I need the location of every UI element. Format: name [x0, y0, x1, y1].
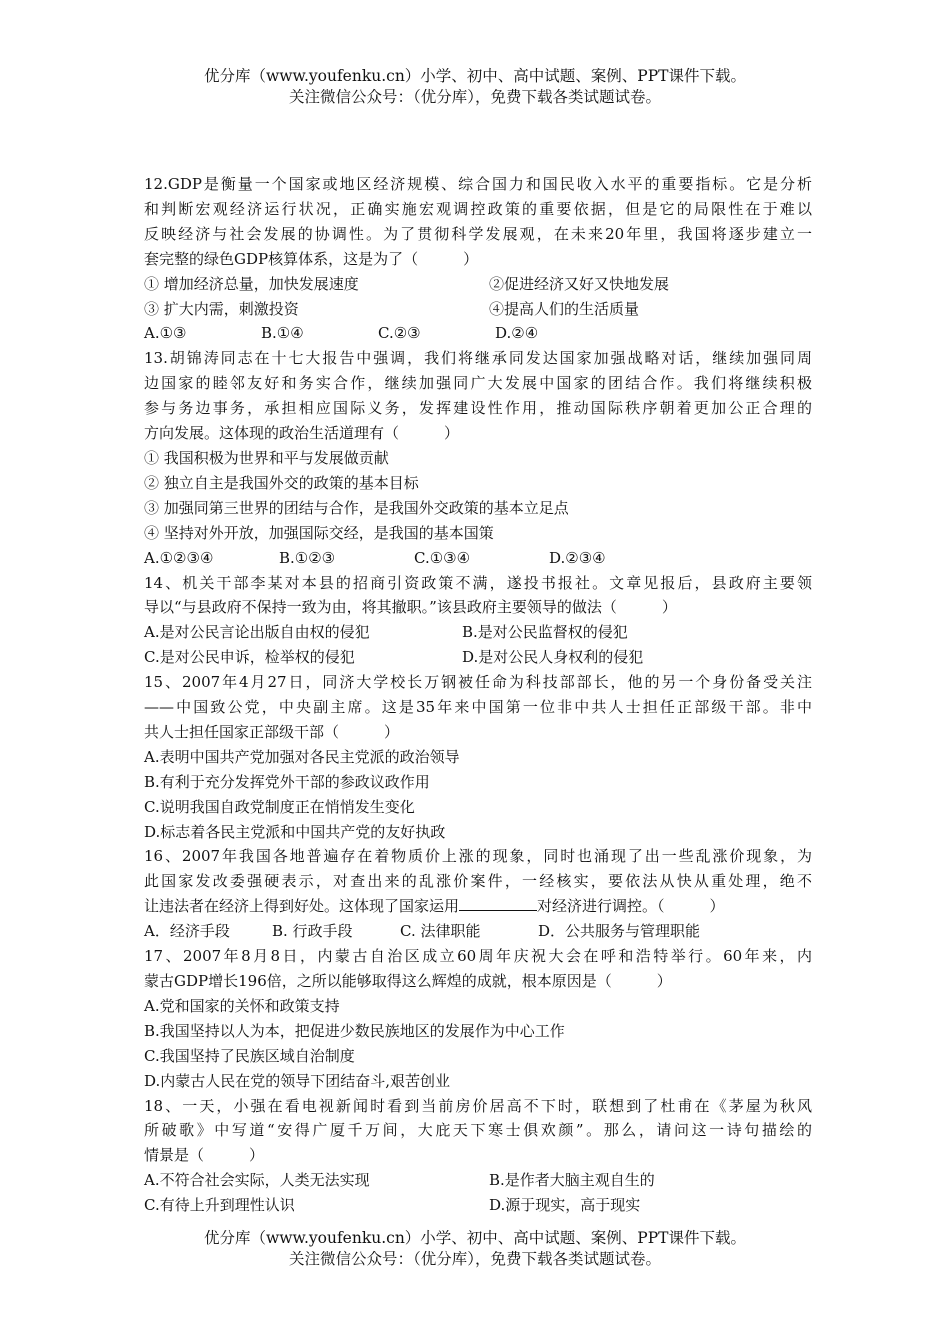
- option-c: C.②③: [378, 324, 421, 343]
- page-header: [0, 66, 950, 108]
- option-a: A.党和国家的关怀和政策支持: [144, 996, 340, 1015]
- question-12: [144, 172, 812, 346]
- page-footer: [0, 1228, 950, 1270]
- question-text-line: 12.GDP是衡量一个国家或地区经济规模、综合国力和国民收入水平的重要指标。它是分析: [144, 175, 812, 193]
- question-text-line: 18、一天，小强在看电视新闻时看到当前房价居高不下时，联想到了杜甫在《茅屋为秋风: [144, 1096, 812, 1115]
- question-text-line: 套完整的绿色GDP核算体系，这是为了（ ）: [144, 249, 479, 268]
- question-13: [144, 346, 812, 570]
- option-b: B.是作者大脑主观自生的: [489, 1171, 655, 1190]
- header-line-2: 关注微信公众号：（优分库），免费下载各类试题试卷。: [288, 88, 661, 106]
- option-b: B. 行政手段: [272, 922, 353, 941]
- question-text-line: 边国家的睦邻友好和务实合作，继续加强同广大发展中国家的团结合作。我们将继续积极: [144, 374, 812, 393]
- options-row: [144, 321, 812, 346]
- option-c: C.有待上升到理性认识: [144, 1196, 295, 1215]
- option-c: C.说明我国自政党制度正在悄悄发生变化: [144, 797, 415, 816]
- question-text-line: 方向发展。这体现的政治生活道理有（ ）: [144, 424, 460, 443]
- option-d: D.内蒙古人民在党的领导下团结奋斗,艰苦创业: [144, 1071, 451, 1090]
- question-text-line: ——中国致公党，中央副主席。这是35年来中国第一位非中共人士担任正部级干部。非中: [144, 698, 812, 717]
- option-d: D.源于现实，高于现实: [489, 1196, 641, 1215]
- question-18: [144, 1094, 812, 1219]
- question-text-line: 情景是（ ）: [144, 1146, 265, 1165]
- statement-row: [144, 272, 812, 297]
- option-b: B.①②③: [279, 548, 336, 567]
- statement-row: [144, 297, 812, 322]
- option-b: B.①④: [261, 324, 304, 343]
- statement-4: ④提高人们的生活质量: [489, 299, 640, 318]
- option-a: A.不符合社会实际，人类无法实现: [144, 1171, 370, 1190]
- question-text-line: 17、2007年8月8日，内蒙古自治区成立60周年庆祝大会在呼和浩特举行。60年来，内: [144, 947, 812, 966]
- option-d: D.②③④: [549, 548, 606, 567]
- question-text-line: 蒙古GDP增长196倍，之所以能够取得这么辉煌的成就，根本原因是（ ）: [144, 972, 672, 990]
- option-d: D.是对公民人身权利的侵犯: [462, 648, 644, 667]
- option-d: D.②④: [495, 324, 539, 343]
- question-text-line: 15、2007年4月27日，同济大学校长万钢被任命为科技部部长，他的另一个身份备受关注: [144, 673, 812, 692]
- option-b: B.是对公民监督权的侵犯: [462, 623, 628, 642]
- option-c: C.我国坚持了民族区域自治制度: [144, 1046, 355, 1065]
- option-c: C.①③④: [414, 548, 471, 567]
- question-text-line: 导以“与县政府不保持一致为由，将其撤职。”该县政府主要领导的做法（ ）: [144, 598, 677, 617]
- question-text-line: 参与务边事务，承担相应国际义务，发挥建设性作用，推动国际秩序朝着更加公正合理的: [144, 399, 812, 418]
- statement-1: ① 增加经济总量，加快发展速度: [144, 274, 359, 293]
- option-c: C. 法律职能: [400, 922, 481, 941]
- question-text-line: 14、机关干部李某对本县的招商引资政策不满，遂投书报社。文章见报后，县政府主要领: [144, 573, 812, 592]
- question-16: [144, 844, 812, 944]
- statement-3: ③ 加强同第三世界的团结与合作，是我国外交政策的基本立足点: [144, 498, 569, 517]
- header-line-1: 优分库（www.youfenku.cn）小学、初中、高中试题、案例、PPT课件下载。: [203, 67, 747, 85]
- question-17: [144, 944, 812, 1093]
- question-text-line: 和判断宏观经济运行状况，正确实施宏观调控政策的重要依据，但是它的局限性在于难以: [144, 199, 812, 218]
- statement-2: ② 独立自主是我国外交的政策的基本目标: [144, 473, 419, 492]
- options-row: [144, 1168, 812, 1193]
- option-b: B.我国坚持以人为本，把促进少数民族地区的发展作为中心工作: [144, 1021, 565, 1040]
- question-15: [144, 670, 812, 844]
- question-14: [144, 571, 812, 671]
- options-row: [144, 546, 812, 571]
- statement-2: ②促进经济又好又快地发展: [489, 274, 670, 293]
- question-text-line: 此国家发改委强硬表示，对查出来的乱涨价案件，一经核实，要依法从快从重处理，绝不: [144, 872, 812, 891]
- question-text-line: 所破歌》中写道“安得广厦千万间，大庇天下寒士俱欢颜”。那么，请问这一诗句描绘的: [144, 1121, 812, 1140]
- option-d: D.标志着各民主党派和中国共产党的友好执政: [144, 822, 446, 841]
- option-c: C.是对公民申诉，检举权的侵犯: [144, 648, 355, 667]
- option-a: A．经济手段: [144, 922, 230, 941]
- question-text-line: 共人士担任国家正部级干部（ ）: [144, 722, 400, 741]
- question-text-line: 反映经济与社会发展的协调性。为了贯彻科学发展观，在未来20年里，我国将逐步建立一: [144, 224, 812, 243]
- question-text-line: [144, 894, 812, 919]
- question-text-line: 16、2007年我国各地普遍存在着物质价上涨的现象，同时也涌现了出一些乱涨价现象，为: [144, 847, 812, 866]
- option-a: A.是对公民言论出版自由权的侵犯: [144, 623, 370, 642]
- options-row: [144, 1193, 812, 1218]
- options-row: [144, 919, 812, 944]
- option-a: A.①③: [144, 324, 187, 343]
- option-a: A.表明中国共产党加强对各民主党派的政治领导: [144, 747, 460, 766]
- options-row: [144, 645, 812, 670]
- answer-blank: [459, 896, 537, 911]
- question-list: [144, 172, 812, 1218]
- option-b: B.有利于充分发挥党外干部的参政议政作用: [144, 772, 430, 791]
- question-text-line: 13.胡锦涛同志在十七大报告中强调，我们将继承同发达国家加强战略对话，继续加强同周: [144, 349, 812, 368]
- statement-4: ④ 坚持对外开放，加强国际交经，是我国的基本国策: [144, 523, 494, 542]
- options-row: [144, 620, 812, 645]
- option-a: A.①②③④: [144, 548, 214, 567]
- footer-line-1: 优分库（www.youfenku.cn）小学、初中、高中试题、案例、PPT课件下载。: [203, 1229, 747, 1247]
- question-text-part: 对经济进行调控。（ ）: [537, 897, 725, 916]
- footer-line-2: 关注微信公众号：（优分库），免费下载各类试题试卷。: [288, 1250, 661, 1268]
- question-text-part: 让违法者在经济上得到好处。这体现了国家运用: [144, 897, 460, 916]
- statement-1: ① 我国积极为世界和平与发展做贡献: [144, 448, 389, 467]
- statement-3: ③ 扩大内需，刺激投资: [144, 299, 299, 318]
- option-d: D．公共服务与管理职能: [538, 922, 701, 941]
